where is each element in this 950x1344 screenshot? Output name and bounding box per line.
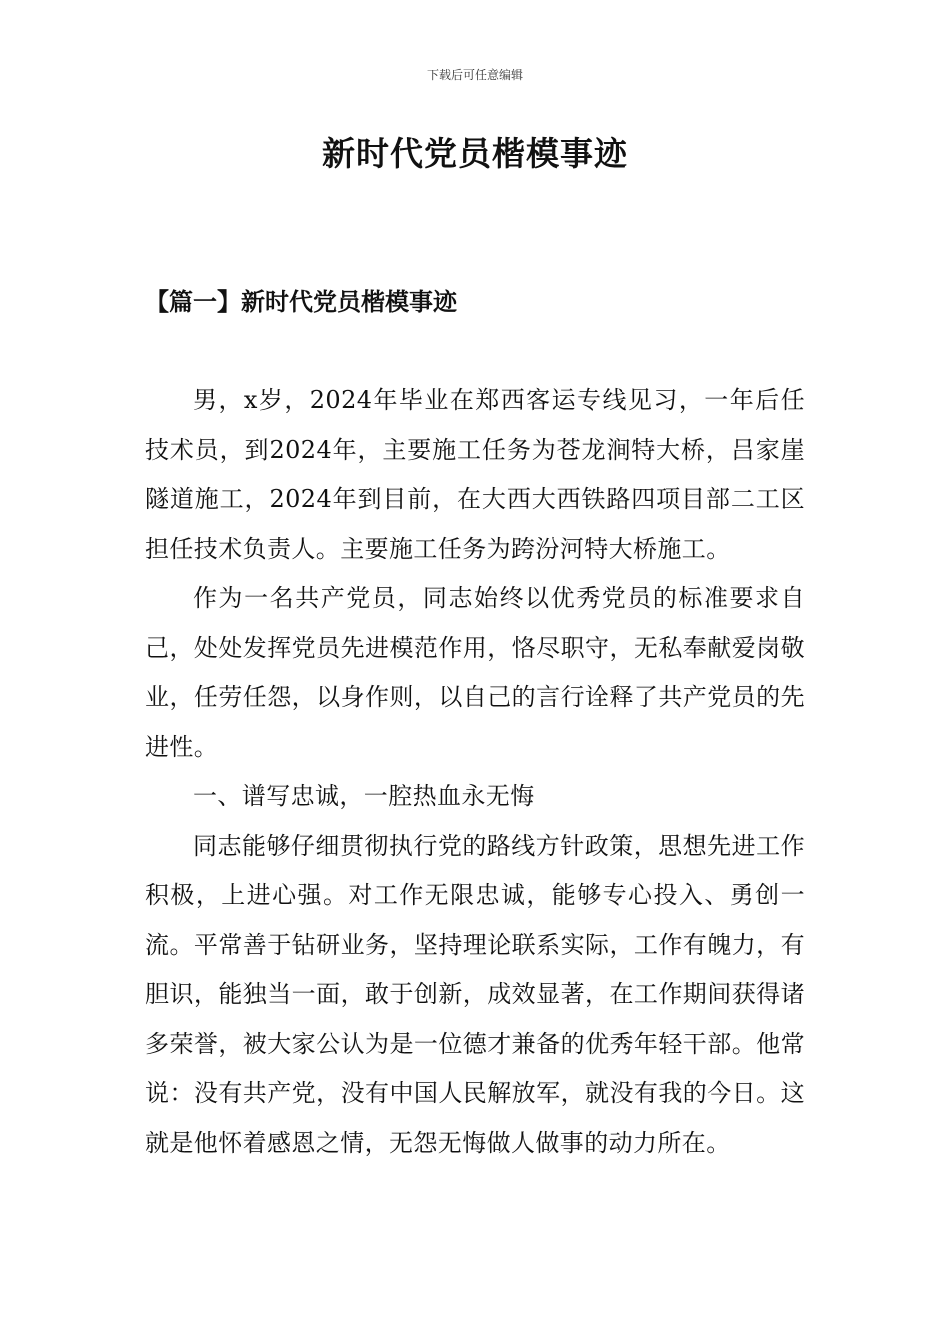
subheading-loyalty: 一、谱写忠诚，一腔热血永无悔 bbox=[193, 782, 535, 810]
document-title: 新时代党员楷模事迹 bbox=[322, 134, 628, 173]
header-note: 下载后可任意编辑 bbox=[426, 68, 523, 82]
paragraph-loyalty: 同志能够仔细贯彻执行党的路线方针政策，思想先进工作积极，上进心强。对工作无限忠诚，能够专心投入、勇创一流。平常善于钻研业务，坚持理论联系实际，工作有魄力，有胆识，能独当一面，敢于创新，成效显著，在工作期间获得诸多荣誉，被大家公认为是一位德才兼备的优秀年轻干部。他常说：没有共产党，没有中国人民解放军，就没有我的今日。这就是他怀着感恩之情，无怨无悔做人做事的动力所在。 bbox=[145, 831, 805, 1157]
section-heading: 【篇一】新时代党员楷模事迹 bbox=[145, 287, 457, 316]
paragraph-party-member: 作为一名共产党员，同志始终以优秀党员的标准要求自己，处处发挥党员先进模范作用，恪尽职守，无私奉献爱岗敬业，任劳任怨，以身作则，以自己的言行诠释了共产党员的先进性。 bbox=[145, 584, 805, 761]
document-body bbox=[145, 376, 805, 1168]
paragraph-intro: 男，x岁，2024年毕业在郑西客运专线见习，一年后任技术员，到2024年，主要施工任务为苍龙涧特大桥，吕家崖隧道施工，2024年到目前，在大西大西铁路四项目部二工区担任技术负责人。主要施工任务为跨汾河特大桥施工。 bbox=[145, 386, 805, 563]
